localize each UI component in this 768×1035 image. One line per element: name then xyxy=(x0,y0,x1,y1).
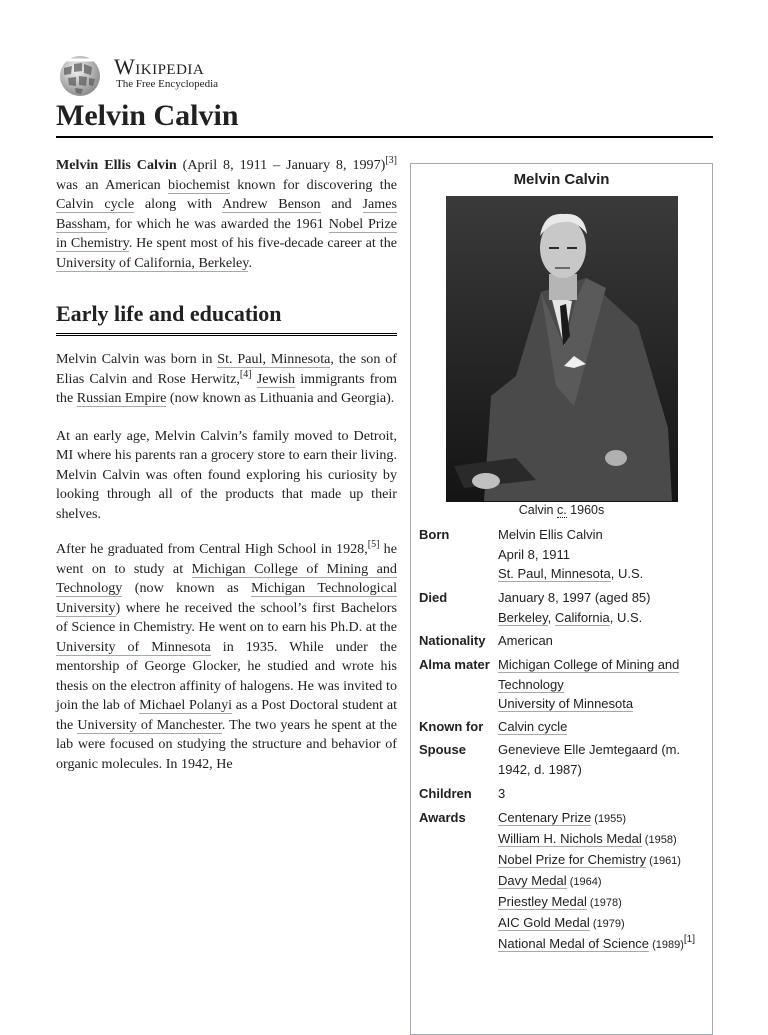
body-text: . The two years he spent at the lab were focused on studying the structure and behavior of organic molecules. In 1942, He xyxy=(56,716,397,772)
award-year: (1958) xyxy=(641,834,677,846)
early-life-paragraph-1 xyxy=(56,350,397,409)
link-known-for-calvin-cycle[interactable]: Calvin cycle xyxy=(498,719,568,734)
link-michigan-tech[interactable]: Michigan Technological University xyxy=(56,580,397,616)
site-header xyxy=(56,52,716,96)
award-year: (1964) xyxy=(566,876,602,888)
died-date: January 8, 1997 (aged 85) xyxy=(498,590,651,605)
ref-5-link[interactable]: [5] xyxy=(367,539,380,550)
intro-text: known for discovering the xyxy=(229,176,397,193)
intro-text: . xyxy=(248,254,252,271)
value-awards xyxy=(498,808,710,955)
died-place-separator: , xyxy=(547,609,555,625)
born-name: Melvin Ellis Calvin xyxy=(498,527,603,542)
intro-paragraph xyxy=(56,156,397,300)
label-alma-mater: Alma mater xyxy=(419,657,490,672)
caption-text: Calvin xyxy=(518,503,557,517)
link-university-of-minnesota[interactable]: University of Minnesota xyxy=(56,638,211,655)
label-awards: Awards xyxy=(419,810,466,825)
link-university-of-manchester[interactable]: University of Manchester xyxy=(77,716,222,733)
intro-text: . He spent most of his five-decade career at the xyxy=(128,235,397,251)
body-text: immigrants from the xyxy=(56,370,397,406)
link-award-davy-medal[interactable]: Davy Medal xyxy=(498,873,567,888)
link-biochemist[interactable]: biochemist xyxy=(168,176,230,193)
died-place-country: , U.S. xyxy=(609,609,643,625)
label-known-for: Known for xyxy=(419,719,484,734)
early-life-paragraph-2: At an early age, Melvin Calvin’s family moved to Detroit, MI where his parents ran a grocery store to earn their living. Melvin Calvin was often found exploring his curiosity by looking through all of the products that made up their shelves. xyxy=(56,427,397,522)
portrait-photo[interactable] xyxy=(446,196,678,502)
ref-4-link[interactable]: [4] xyxy=(239,368,252,380)
link-michigan-college-mining[interactable]: Michigan College of Mining and Technology xyxy=(56,560,397,596)
link-award-centenary-prize[interactable]: Centenary Prize xyxy=(498,810,592,825)
title-divider xyxy=(56,136,713,138)
value-nationality: American xyxy=(498,633,553,648)
label-children: Children xyxy=(419,786,472,801)
died-place xyxy=(498,608,710,628)
intro-text: (April 8, 1911 – January 8, 1997) xyxy=(176,157,386,173)
label-died: Died xyxy=(419,590,448,605)
link-award-priestley-medal[interactable]: Priestley Medal xyxy=(498,894,587,909)
link-alma-michigan-college[interactable]: Michigan College of Mining and Technology xyxy=(498,657,680,692)
award-item xyxy=(498,808,710,829)
born-place xyxy=(498,564,710,584)
article-body xyxy=(56,156,397,774)
infobox xyxy=(410,163,713,1035)
born-place-country: , U.S. xyxy=(610,566,644,581)
award-year: (1979) xyxy=(589,918,625,930)
value-known-for xyxy=(498,717,710,737)
award-item xyxy=(498,829,710,850)
body-text: ) where he received the school’s first Bachelors of Science in Chemistry. He went on to earn his Ph.D. at the xyxy=(56,599,397,635)
award-year: (1978) xyxy=(586,897,622,909)
link-andrew-benson[interactable]: Andrew Benson xyxy=(222,196,321,212)
label-nationality: Nationality xyxy=(419,633,486,648)
caption-text: 1960s xyxy=(566,503,605,517)
body-text: Melvin Calvin was born in xyxy=(56,351,218,367)
label-born: Born xyxy=(419,527,450,542)
value-children: 3 xyxy=(498,786,506,801)
value-died xyxy=(498,588,710,627)
link-nobel-prize-chemistry[interactable]: Nobel Prize in Chemistry xyxy=(56,215,397,251)
body-text: as a Post Doctoral student at the xyxy=(56,697,397,733)
alma-mater-item xyxy=(498,655,710,694)
page-title: Melvin Calvin xyxy=(56,99,239,132)
value-alma-mater xyxy=(498,655,710,714)
intro-text: , for which he was awarded the 1961 xyxy=(106,215,329,232)
link-alma-university-of-minnesota[interactable]: University of Minnesota xyxy=(498,696,634,711)
wikipedia-globe-logo[interactable] xyxy=(56,54,104,98)
award-item xyxy=(498,850,710,871)
link-berkeley[interactable]: Berkeley xyxy=(498,609,548,625)
body-text: , the son of Elias Calvin and Rose Herwitz, xyxy=(56,351,397,387)
link-california[interactable]: California xyxy=(554,609,610,625)
label-spouse: Spouse xyxy=(419,742,466,757)
award-year: (1989) xyxy=(649,939,684,951)
link-award-aic-gold-medal[interactable]: AIC Gold Medal xyxy=(498,915,590,930)
wikipedia-tagline: The Free Encyclopedia xyxy=(116,78,219,90)
body-text: After he graduated from Central High School in 1928, xyxy=(56,541,368,557)
link-jewish[interactable]: Jewish xyxy=(256,370,296,387)
body-text: (now known as Lithuania and Georgia). xyxy=(166,390,395,406)
wikipedia-wordmark: Wikipedia xyxy=(114,54,205,79)
link-born-st-paul[interactable]: St. Paul, Minnesota xyxy=(498,566,611,581)
body-text: he went on to study at xyxy=(56,541,397,577)
award-item xyxy=(498,913,710,934)
link-michael-polanyi[interactable]: Michael Polanyi xyxy=(139,697,233,713)
body-text: (now known as xyxy=(122,580,252,596)
award-item xyxy=(498,934,710,955)
link-james-bassham[interactable]: James Bassham xyxy=(56,196,397,232)
value-spouse: Genevieve Elle Jemtegaard (m. 1942, d. 1987) xyxy=(498,742,681,777)
ref-1-link[interactable]: [1] xyxy=(683,934,696,945)
link-russian-empire[interactable]: Russian Empire xyxy=(76,390,167,406)
intro-text: was an American xyxy=(56,176,169,193)
link-uc-berkeley[interactable]: University of California, Berkeley xyxy=(56,254,249,271)
circa-abbreviation: c. xyxy=(556,503,567,517)
section-heading-early-life: Early life and education xyxy=(56,300,397,336)
early-life-paragraph-3 xyxy=(56,540,397,774)
link-award-nichols-medal[interactable]: William H. Nichols Medal xyxy=(498,831,642,846)
body-text xyxy=(252,371,257,387)
link-st-paul-minnesota[interactable]: St. Paul, Minnesota xyxy=(217,351,331,367)
award-item xyxy=(498,871,710,892)
body-text: in 1935. While under the mentorship of George Glocker, he studied and wrote his thesis on the electron affinity of halogens. He was invited to join the lab of xyxy=(56,638,397,713)
alma-mater-item xyxy=(498,694,710,714)
intro-text: along with xyxy=(134,196,223,212)
subject-name: Melvin Ellis Calvin xyxy=(56,157,177,173)
link-award-national-medal-science[interactable]: National Medal of Science xyxy=(498,936,650,951)
award-year: (1961) xyxy=(646,855,681,867)
award-year: (1955) xyxy=(591,813,627,825)
intro-text: and xyxy=(320,196,363,212)
portrait-caption xyxy=(411,502,712,518)
award-item xyxy=(498,892,710,913)
ref-3-link[interactable]: [3] xyxy=(385,155,397,166)
infobox-title: Melvin Calvin xyxy=(513,171,610,188)
value-born xyxy=(498,525,710,584)
link-award-nobel-prize[interactable]: Nobel Prize for Chemistry xyxy=(498,852,647,867)
link-calvin-cycle[interactable]: Calvin cycle xyxy=(56,196,135,212)
born-date: April 8, 1911 xyxy=(498,546,571,562)
